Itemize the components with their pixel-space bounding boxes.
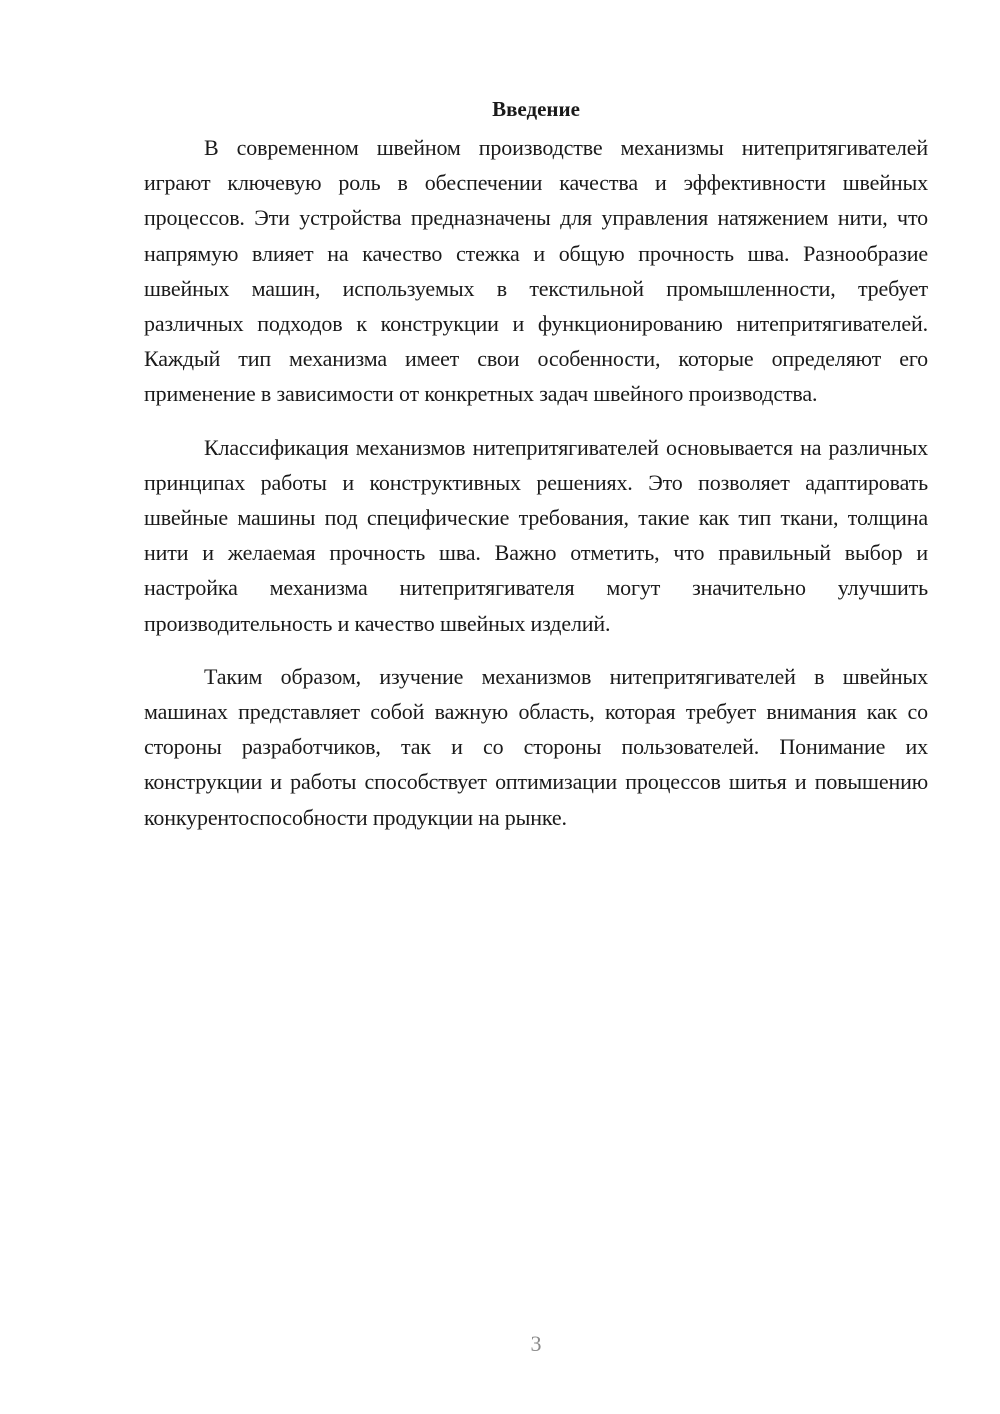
paragraph-1: В современном швейном производстве механизмы нитепритягивателей играют ключевую роль в обеспечении качества и эффективности швейных процессов. Эти устройства предназначены для управления натяжением нити, что напрямую влияет на качество стежка и общую прочность шва. Разнообразие швейных машин, используемых в текстильной промышленности, требует различных подходов к конструкции и функционированию нитепритягивателей. Каждый тип механизма имеет свои особенности, которые определяют его применение в зависимости от конкретных задач швейного производства. <box>144 135 928 407</box>
page-number: 3 <box>530 1331 542 1356</box>
paragraph-3: Таким образом, изучение механизмов нитепритягивателей в швейных машинах представляет собой важную область, которая требует внимания как со стороны разработчиков, так и со стороны пользователей. Понимание их конструкции и работы способствует оптимизации процессов шитья и повышению конкурентоспособности продукции на рынке. <box>144 663 928 830</box>
paragraph-2: Классификация механизмов нитепритягивателей основывается на различных принципах работы и конструктивных решениях. Это позволяет адаптировать швейные машины под специфические требования, такие как тип ткани, толщина нити и желаемая прочность шва. Важно отметить, что правильный выбор и настройка механизма нитепритягивателя могут значительно улучшить производительность и качество швейных изделий. <box>144 434 928 636</box>
page-content <box>144 92 928 835</box>
section-heading: Введение <box>492 97 580 121</box>
